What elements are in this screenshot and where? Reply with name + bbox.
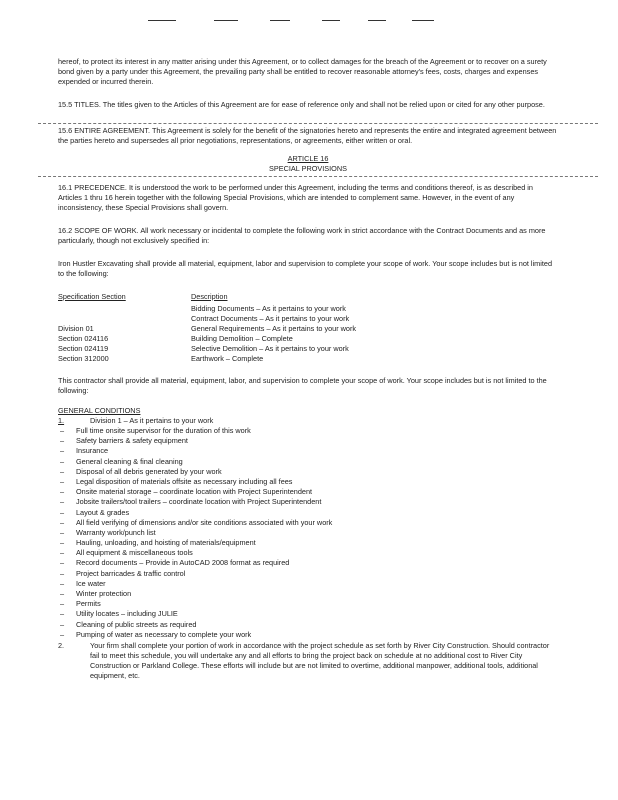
general-conditions-list — [58, 426, 558, 640]
specification-table — [58, 292, 558, 364]
list-item: – Utility locates – including JULIE — [60, 609, 178, 619]
spec-row: Bidding Documents – As it pertains to your work — [191, 304, 346, 313]
iron-hustler-paragraph: Iron Hustler Excavating shall provide all material, equipment, labor and supervision to complete your scope of work. Your scope includes but is not limited to the following: — [58, 259, 553, 278]
item-number: 1. — [58, 416, 65, 425]
contractor-scope-paragraph: This contractor shall provide all material, equipment, labor, and supervision to complete your scope of work. Your scope includes but is not limited to the following: — [58, 376, 547, 395]
spec-header-section: Specification Section — [58, 292, 126, 301]
scope-of-work-paragraph: 16.2 SCOPE OF WORK. All work necessary or incidental to complete the following work in strict accordance with the Contract Documents and as more particularly, though not exclusively specified in: — [58, 226, 546, 245]
general-condition-item-2 — [58, 641, 558, 681]
list-item: – Jobsite trailers/tool trailers – coordinate location with Project Superintendent — [60, 497, 322, 507]
spec-row: Section 024116 Building Demolition – Complete — [58, 334, 293, 343]
scan-artifact-line-2 — [38, 176, 598, 177]
list-item: – Permits — [60, 599, 101, 609]
spec-row: Section 024119 Selective Demolition – As it pertains to your work — [58, 344, 349, 353]
item-text: Your firm shall complete your portion of work in accordance with the project schedule as set forth by River City Construction. Should contractor fail to meet this schedule, you will undertake any and all efforts to bring the project back on schedule at no additional cost to River City Construction or Parkland College. These efforts will include but are not limited to overtime, additional manpower, additional tools, additional equipment, etc. — [90, 640, 550, 680]
general-conditions-heading: GENERAL CONDITIONS — [58, 406, 141, 415]
scan-artifact-line — [38, 123, 598, 124]
list-item: – Insurance — [60, 446, 109, 456]
list-item: – Safety barriers & safety equipment — [60, 436, 188, 446]
attorney-fees-paragraph: hereof, to protect its interest in any matter arising under this Agreement, or to collect damages for the breach of the Agreement or to recover on a surety bond given by a party under this Agreement, the prevailing party shall be entitled to recover reasonable attorney's fees, costs, charges and expenses expended or incurred therein. — [58, 57, 547, 86]
item-number: 2. — [58, 640, 65, 650]
list-item: – Onsite material storage – coordinate location with Project Superintendent — [60, 487, 313, 497]
list-item: – Project barricades & traffic control — [60, 568, 186, 578]
header-marks — [0, 20, 618, 24]
list-item: – Record documents – Provide in AutoCAD 2008 format as required — [60, 558, 290, 568]
list-item: – Ice water — [60, 578, 106, 588]
list-item: – Warranty work/punch list — [60, 527, 156, 537]
document-body — [58, 57, 558, 681]
list-item: – Legal disposition of materials offsite as necessary including all fees — [60, 476, 293, 486]
list-item: – General cleaning & final cleaning — [60, 456, 183, 466]
list-item: – Full time onsite supervisor for the duration of this work — [60, 426, 251, 435]
list-item: – Pumping of water as necessary to complete your work — [60, 629, 252, 639]
list-item: – All field verifying of dimensions and/or site conditions associated with your work — [60, 517, 333, 527]
article-title: ARTICLE 16 — [287, 154, 329, 163]
entire-agreement-paragraph: 15.6 ENTIRE AGREEMENT. This Agreement is solely for the benefit of the signatories hereto and represents the entire and integrated agreement between the parties hereto and supersedes all prior negotiations, representations, or agreements, either written or oral. — [58, 126, 557, 145]
titles-paragraph: 15.5 TITLES. The titles given to the Articles of this Agreement are for ease of reference only and shall not be relied upon or cited for any other purpose. — [58, 100, 545, 109]
article-subtitle: SPECIAL PROVISIONS — [269, 164, 347, 173]
general-condition-item-1 — [58, 416, 558, 426]
spec-header-description: Description — [191, 292, 228, 301]
precedence-paragraph: 16.1 PRECEDENCE. It is understood the work to be performed under this Agreement, including the terms and conditions thereof, is as described in Articles 1 thru 16 herein together with the following Special Provisions, which are intended to complement same. However, in the event of any inconsistency, these Special Provisions shall govern. — [58, 183, 533, 212]
list-item: – Cleaning of public streets as required — [60, 619, 197, 629]
spec-row: Division 01 General Requirements – As it pertains to your work — [58, 324, 357, 333]
spec-row: Section 312000 Earthwork – Complete — [58, 354, 264, 363]
list-item: – Disposal of all debris generated by your work — [60, 466, 222, 476]
spec-row: Contract Documents – As it pertains to your work — [191, 314, 350, 323]
list-item: – Hauling, unloading, and hoisting of materials/equipment — [60, 538, 256, 548]
item-text: Division 1 – As it pertains to your work — [90, 416, 214, 425]
list-item: – All equipment & miscellaneous tools — [60, 548, 193, 558]
list-item: – Layout & grades — [60, 507, 130, 517]
list-item: – Winter protection — [60, 589, 132, 598]
spec-header-row — [58, 292, 558, 302]
